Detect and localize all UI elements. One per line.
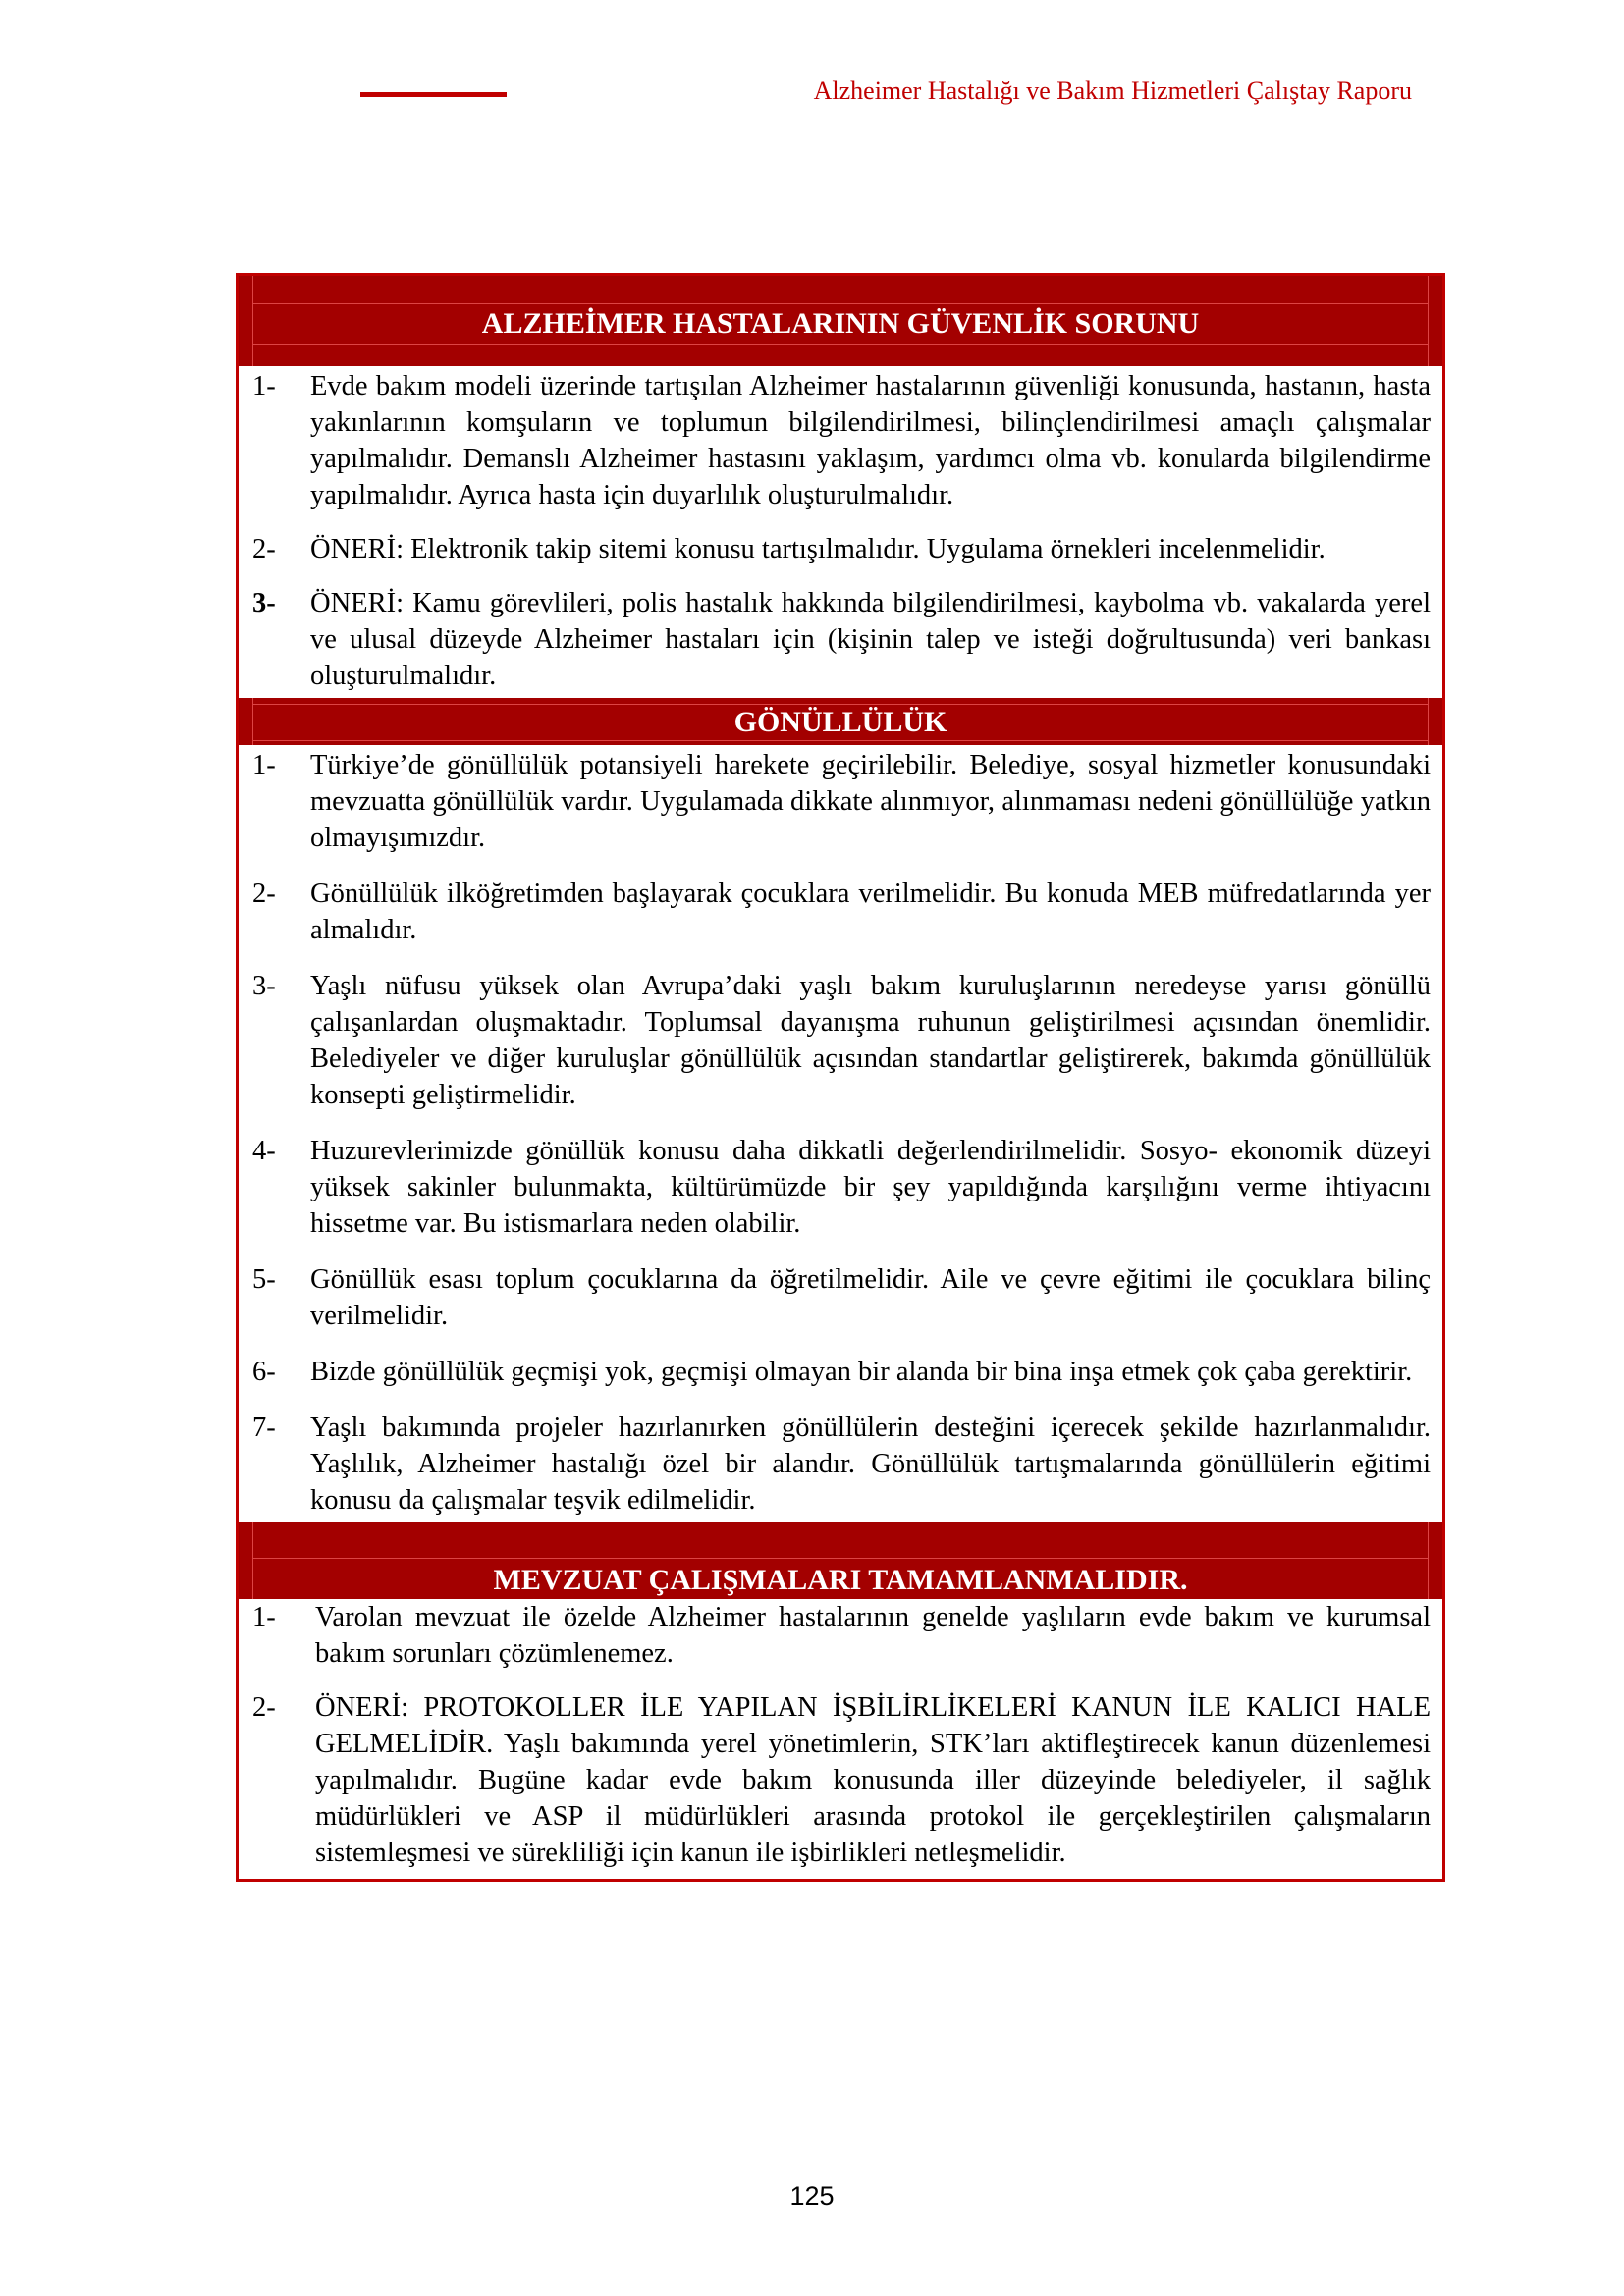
section-header-legislation bbox=[239, 1522, 1442, 1599]
item-number: 1- bbox=[252, 750, 276, 780]
item-number: 2- bbox=[252, 879, 276, 909]
section-security bbox=[239, 366, 1442, 698]
list-item bbox=[252, 876, 1431, 948]
item-text: ÖNERİ: Kamu görevlileri, polis hastalık hakkında bilgilendirilmesi, kaybolma vb. vakalarda yerel ve ulusal düzeyde Alzheimer hastaları için (kişinin talep ve isteği doğrultusunda) veri bankası oluşturulmalıdır. bbox=[310, 588, 1431, 691]
header-rule bbox=[360, 92, 507, 97]
item-text: ÖNERİ: PROTOKOLLER İLE YAPILAN İŞBİLİRLİKELERİ KANUN İLE KALICI HALE GELMELİDİR. Yaşlı bakımında yerel yönetimlerin, STK’ları aktifleştirecek kanun düzenlemesi yapılmalıdır. Bugüne kadar evde bakım konusunda iller düzeyinde belediyeler, il sağlık müdürlükleri ve ASP il müdürlükleri arasında protokol ile gerçekleştirilen çalışmaların sistemleşmesi ve sürekliliği için kanun ile işbirlikleri netleşmelidir. bbox=[315, 1692, 1431, 1868]
section-legislation bbox=[239, 1599, 1442, 1879]
list-item bbox=[252, 968, 1431, 1113]
item-text: Gönüllük esası toplum çocuklarına da öğretilmelidir. Aile ve çevre eğitimi ile çocuklara bilinç verilmelidir. bbox=[310, 1264, 1431, 1331]
item-number: 1- bbox=[252, 371, 276, 401]
item-number: 6- bbox=[252, 1357, 276, 1387]
running-header-title: Alzheimer Hastalığı ve Bakım Hizmetleri Çalıştay Raporu bbox=[813, 77, 1412, 105]
list-item bbox=[252, 368, 1431, 513]
item-number: 5- bbox=[252, 1264, 276, 1295]
section-volunteering bbox=[239, 745, 1442, 1522]
item-number: 4- bbox=[252, 1136, 276, 1166]
item-text: Evde bakım modeli üzerinde tartışılan Alzheimer hastalarının güvenliği konusunda, hastanın, hasta yakınlarının komşuların ve toplumun bilgilendirilmesi, bilinçlendirilmesi amaçlı çalışmalar yapılmalıdır. Demanslı Alzheimer hastasını yaklaşım, yardımcı olma vb. konularda bilgilendirme yapılmalıdır. Ayrıca hasta için duyarlılık oluşturulmalıdır. bbox=[310, 371, 1431, 510]
section-header-volunteering bbox=[239, 698, 1442, 745]
list-item bbox=[252, 1599, 1431, 1672]
item-number: 3- bbox=[252, 971, 276, 1001]
list-item bbox=[252, 1689, 1431, 1871]
list-item bbox=[252, 1354, 1431, 1390]
list-item bbox=[252, 1410, 1431, 1519]
item-number: 2- bbox=[252, 534, 276, 564]
list-item bbox=[252, 1133, 1431, 1242]
item-text: Türkiye’de gönüllülük potansiyeli harekete geçirilebilir. Belediye, sosyal hizmetler konusundaki mevzuatta gönüllülük vardır. Uygulamada dikkate alınmıyor, alınmaması nedeni gönüllülüğe yatkın olmayışımızdır. bbox=[310, 750, 1431, 853]
item-text: Bizde gönüllülük geçmişi yok, geçmişi olmayan bir alanda bir bina inşa etmek çok çaba gerektirir. bbox=[310, 1357, 1413, 1387]
section-header-security bbox=[239, 276, 1442, 366]
item-text: ÖNERİ: Elektronik takip sitemi konusu tartışılmalıdır. Uygulama örnekleri incelenmelidir. bbox=[310, 534, 1326, 564]
item-number: 3- bbox=[252, 588, 276, 618]
list-item bbox=[252, 531, 1431, 567]
report-box bbox=[236, 273, 1445, 1882]
page-number: 125 bbox=[789, 2181, 835, 2211]
item-text: Yaşlı bakımında projeler hazırlanırken gönüllülerin desteğini içerecek şekilde hazırlanmalıdır. Yaşlılık, Alzheimer hastalığı özel bir alandır. Gönüllülük tartışmalarında gönüllülerin eğitimi konusu da çalışmalar teşvik edilmelidir. bbox=[310, 1413, 1431, 1516]
list-item bbox=[252, 747, 1431, 856]
item-number: 2- bbox=[252, 1692, 276, 1723]
item-text: Varolan mevzuat ile özelde Alzheimer hastalarının genelde yaşlıların evde bakım ve kurumsal bakım sorunları çözümlenemez. bbox=[315, 1602, 1431, 1669]
section-title: GÖNÜLLÜLÜK bbox=[253, 704, 1428, 741]
section-title: MEVZUAT ÇALIŞMALARI TAMAMLANMALIDIR. bbox=[253, 1558, 1428, 1598]
item-number: 7- bbox=[252, 1413, 276, 1443]
list-item bbox=[252, 585, 1431, 694]
item-text: Gönüllülük ilköğretimden başlayarak çocuklara verilmelidir. Bu konuda MEB müfredatlarında yer almalıdır. bbox=[310, 879, 1431, 945]
item-text: Huzurevlerimizde gönüllük konusu daha dikkatli değerlendirilmelidir. Sosyo- ekonomik düzeyi yüksek sakinler bulunmakta, kültürümüzde bir şey yapıldığında karşılığını verme ihtiyacını hissetme var. Bu istismarlara neden olabilir. bbox=[310, 1136, 1431, 1239]
item-text: Yaşlı nüfusu yüksek olan Avrupa’daki yaşlı bakım kuruluşlarının neredeyse yarısı gönüllü çalışanlardan oluşmaktadır. Toplumsal dayanışma ruhunun geliştirilmesi açısından önemlidir. Belediyeler ve diğer kuruluşlar gönüllülük açısından standartlar geliştirerek, bakımda gönüllülük konsepti geliştirmelidir. bbox=[310, 971, 1431, 1110]
section-title: ALZHEİMER HASTALARININ GÜVENLİK SORUNU bbox=[253, 303, 1428, 345]
list-item bbox=[252, 1261, 1431, 1334]
item-number: 1- bbox=[252, 1602, 276, 1632]
